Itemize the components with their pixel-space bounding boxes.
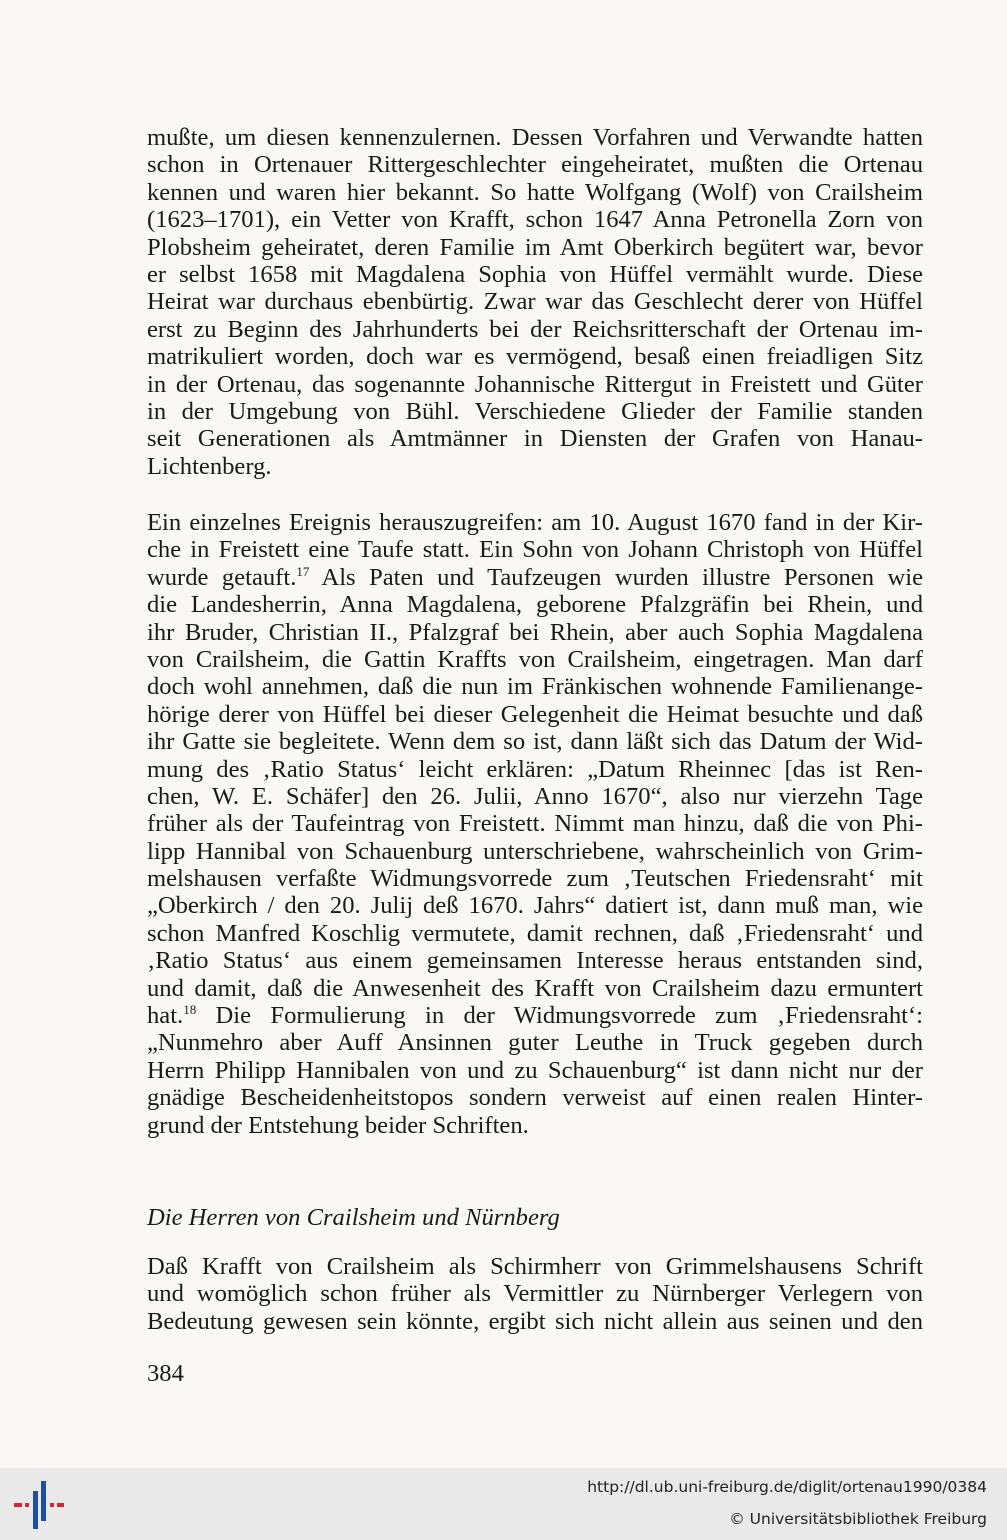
text-line-with-footnote — [147, 564, 923, 591]
text-line: Lichtenberg. — [147, 452, 272, 480]
text-run: wurde getauft. — [147, 563, 297, 591]
text-line: und damit, daß die Anwesenheit des Krafft von Crailsheim dazu ermuntert — [147, 974, 923, 1002]
text-line: ihr Bruder, Christian II., Pfalzgraf bei Rhein, aber auch Sophia Magdalena — [147, 618, 923, 646]
text-line: früher als der Taufeintrag von Freistett. Nimmt man hinzu, daß die von Phi- — [147, 810, 923, 838]
text-line: Heirat war durchaus ebenbürtig. Zwar war das Geschlecht derer von Hüffel — [147, 288, 923, 316]
text-line: grund der Entstehung beider Schriften. — [147, 1111, 529, 1139]
permalink-url[interactable]: http://dl.ub.uni-freiburg.de/diglit/ortenau1990/0384 — [587, 1478, 987, 1496]
text-line: Bedeutung gewesen sein könnte, ergibt sich nicht allein aus seinen und den — [147, 1307, 923, 1335]
text-line: lipp Hannibal von Schauenburg unterschriebene, wahrscheinlich von Grim- — [147, 837, 923, 865]
page-number: 384 — [147, 1360, 184, 1387]
footnote-ref-18[interactable]: 18 — [183, 1002, 197, 1018]
text-line: schon Manfred Koschlig vermutete, damit rechnen, daß ‚Friedensraht‘ und — [147, 919, 923, 947]
text-run: hat. — [147, 1002, 184, 1030]
text-line: „Oberkirch / den 20. Julij deß 1670. Jahrs“ datiert ist, dann muß man, wie — [147, 892, 923, 920]
text-run: Die Formulierung in der Widmungsvorrede zum ‚Friedensraht‘: — [196, 1002, 923, 1030]
text-line: chen, W. E. Schäfer] den 26. Julii, Anno 1670“, also nur vierzehn Tage — [147, 782, 923, 810]
text-line: und womöglich schon früher als Vermittler zu Nürnberger Verlegern von — [147, 1280, 923, 1308]
text-line: er selbst 1658 mit Magdalena Sophia von Hüffel vermählt wurde. Diese — [147, 260, 923, 288]
body-paragraph-3 — [147, 1253, 923, 1335]
copyright-notice: © Universitätsbibliothek Freiburg — [729, 1510, 987, 1528]
text-line: melshausen verfaßte Widmungsvorrede zum ‚Teutschen Friedensraht‘ mit — [147, 865, 923, 893]
text-line: Herrn Philipp Hannibalen von und zu Schauenburg“ ist dann nicht nur der — [147, 1056, 923, 1084]
text-line: hörige derer von Hüffel bei dieser Gelegenheit die Heimat besuchte und daß — [147, 700, 923, 728]
text-line: doch wohl annehmen, daß die nun im Fränkischen wohnende Familienange- — [147, 673, 923, 701]
text-line: mung des ‚Ratio Status‘ leicht erklären: „Datum Rheinnec [das ist Ren- — [147, 755, 923, 783]
text-line: in der Ortenau, das sogenannte Johannische Rittergut in Freistett und Güter — [147, 370, 923, 398]
text-line: „Nunmehro aber Auff Ansinnen guter Leuthe in Truck gegeben durch — [147, 1029, 923, 1057]
viewer-footer — [0, 1468, 1007, 1540]
text-line: erst zu Beginn des Jahrhunderts bei der Reichsritterschaft der Ortenau im- — [147, 315, 923, 343]
body-paragraph-2 — [147, 509, 923, 1139]
text-line-with-footnote — [147, 1002, 923, 1029]
text-line: che in Freistett eine Taufe statt. Ein Sohn von Johann Christoph von Hüffel — [147, 536, 923, 564]
text-line: ‚Ratio Status‘ aus einem gemeinsamen Interesse heraus entstanden sind, — [147, 947, 923, 975]
text-line: gnädige Bescheidenheitstopos sondern verweist auf einen realen Hinter- — [147, 1084, 923, 1112]
text-line: schon in Ortenauer Rittergeschlechter eingeheiratet, mußten die Ortenau — [147, 151, 923, 179]
footnote-ref-17[interactable]: 17 — [296, 563, 310, 579]
text-run: Als Paten und Taufzeugen wurden illustre Personen wie — [309, 563, 923, 591]
text-line: mußte, um diesen kennenzulernen. Dessen Vorfahren und Verwandte hatten — [147, 124, 923, 151]
text-line: von Crailsheim, die Gattin Kraffts von Crailsheim, eingetragen. Man darf — [147, 645, 923, 673]
text-line: ihr Gatte sie begleitete. Wenn dem so ist, dann läßt sich das Datum der Wid- — [147, 728, 923, 756]
section-heading: Die Herren von Crailsheim und Nürnberg — [147, 1204, 560, 1231]
text-line: matrikuliert worden, doch war es vermögend, besaß einen freiadligen Sitz — [147, 343, 923, 371]
text-line: Ein einzelnes Ereignis herauszugreifen: am 10. August 1670 fand in der Kir- — [147, 509, 923, 536]
body-paragraph-1 — [147, 124, 923, 480]
text-line: (1623–1701), ein Vetter von Krafft, schon 1647 Anna Petronella Zorn von — [147, 206, 923, 234]
text-line: seit Generationen als Amtmänner in Diensten der Grafen von Hanau- — [147, 425, 923, 453]
text-line: Plobsheim geheiratet, deren Familie im Amt Oberkirch begütert war, bevor — [147, 233, 923, 261]
text-line: die Landesherrin, Anna Magdalena, geborene Pfalzgräfin bei Rhein, und — [147, 591, 923, 619]
text-line: in der Umgebung von Bühl. Verschiedene Glieder der Familie standen — [147, 397, 923, 425]
ub-freiburg-logo-icon[interactable] — [14, 1481, 64, 1529]
text-line: Daß Krafft von Crailsheim als Schirmherr von Grimmelshausens Schrift — [147, 1253, 923, 1280]
text-line: kennen und waren hier bekannt. So hatte Wolfgang (Wolf) von Crailsheim — [147, 178, 923, 206]
